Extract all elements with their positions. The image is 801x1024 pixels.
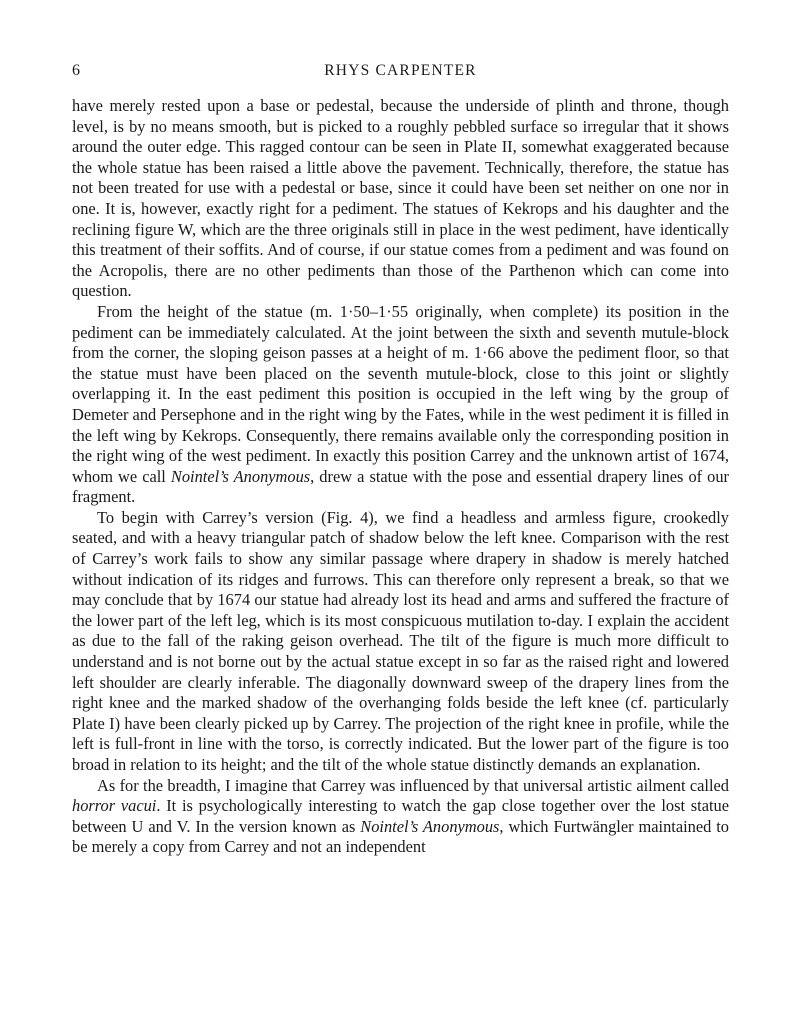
paragraph-4-italic-term: horror vacui: [72, 796, 157, 816]
paragraph-2-italic-title: Nointel’s Anonymous: [170, 466, 311, 486]
running-head: [72, 62, 729, 84]
paragraph-2-text-a: From the height of the statue (m. 1·50–1·55 originally, when complete) its position in the pediment can be immediately calculated. At the joint between the sixth and seventh mutule-block from the corner, the sloping geison passes at a height of m. 1·66 above the pediment floor, so that the statue must have been placed on the seventh mutule-block, close to this joint or slightly overlapping it. In the east pediment this position is occupied in the left wing by the group of Demeter and Persephone and in the right wing by the Fates, while in the west pediment it is filled in the left wing by Kekrops. Consequently, there remains available only the corresponding position in the right wing of the west pediment. In exactly this position Carrey and the unknown artist of 1674, whom we call: [72, 301, 729, 486]
paragraph-2: [72, 302, 729, 508]
paragraph-1: [72, 96, 729, 302]
paragraph-4-text-a: As for the breadth, I imagine that Carrey was influenced by that universal artistic ailment called: [97, 775, 729, 795]
paragraph-2-text-b: , drew a statue with the pose and essential drapery lines of our fragment.: [72, 466, 730, 507]
page-number: 6: [72, 62, 81, 79]
paragraph-4: [72, 776, 729, 858]
paragraph-4-text-c: , which Furtwängler maintained to be merely a copy from Carrey and not an independent: [72, 816, 729, 857]
body-text: [72, 96, 729, 858]
paragraph-4-italic-title: Nointel’s Anonymous: [360, 816, 500, 836]
paragraph-3: [72, 508, 729, 776]
paragraph-1-text: have merely rested upon a base or pedestal, because the underside of plinth and throne, though level, is by no means smooth, but is picked to a roughly pebbled surface so irregular that it shows around the outer edge. This ragged contour can be seen in Plate II, somewhat exaggerated because the whole statue has been raised a little above the pavement. Technically, therefore, the statue has not been treated for use with a pedestal or base, since it could have been set neither on one nor in one. It is, however, exactly right for a pediment. The statues of Kekrops and his daughter and the reclining figure W, which are the three originals still in place in the west pediment, have identically this treatment of their soffits. And of course, if our statue comes from a pediment and was found on the Acropolis, there are no other pediments than those of the Parthenon which can come into question.: [72, 96, 729, 301]
paragraph-3-text: To begin with Carrey’s version (Fig. 4), we find a headless and armless figure, crookedly seated, and with a heavy triangular patch of shadow below the left knee. Comparison with the rest of Carrey’s work fails to show any similar passage where drapery in shadow is merely hatched without indication of its ridges and furrows. This can therefore only represent a break, so that we may conclude that by 1674 our statue had already lost its head and arms and suffered the fracture of the lower part of the left leg, which is its most conspicuous mutilation to-day. I explain the accident as due to the fall of the raking geison overhead. The tilt of the figure is much more difficult to understand and is not borne out by the actual statue except in so far as the raised right and lowered left shoulder are clearly inferable. The diagonally downward sweep of the drapery lines from the right knee and the marked shadow of the overhanging folds beside the left knee (cf. particularly Plate I) have been clearly picked up by Carrey. The projection of the right knee in profile, while the left is full-front in line with the torso, is correctly indicated. But the lower part of the figure is too broad in relation to its height; and the tilt of the whole statue distinctly demands an explanation.: [72, 507, 729, 774]
running-title: RHYS CARPENTER: [324, 62, 477, 79]
paragraph-4-text-b: . It is psychologically interesting to watch the gap close together over the lost statue between U and V. In the version known as: [72, 796, 729, 836]
